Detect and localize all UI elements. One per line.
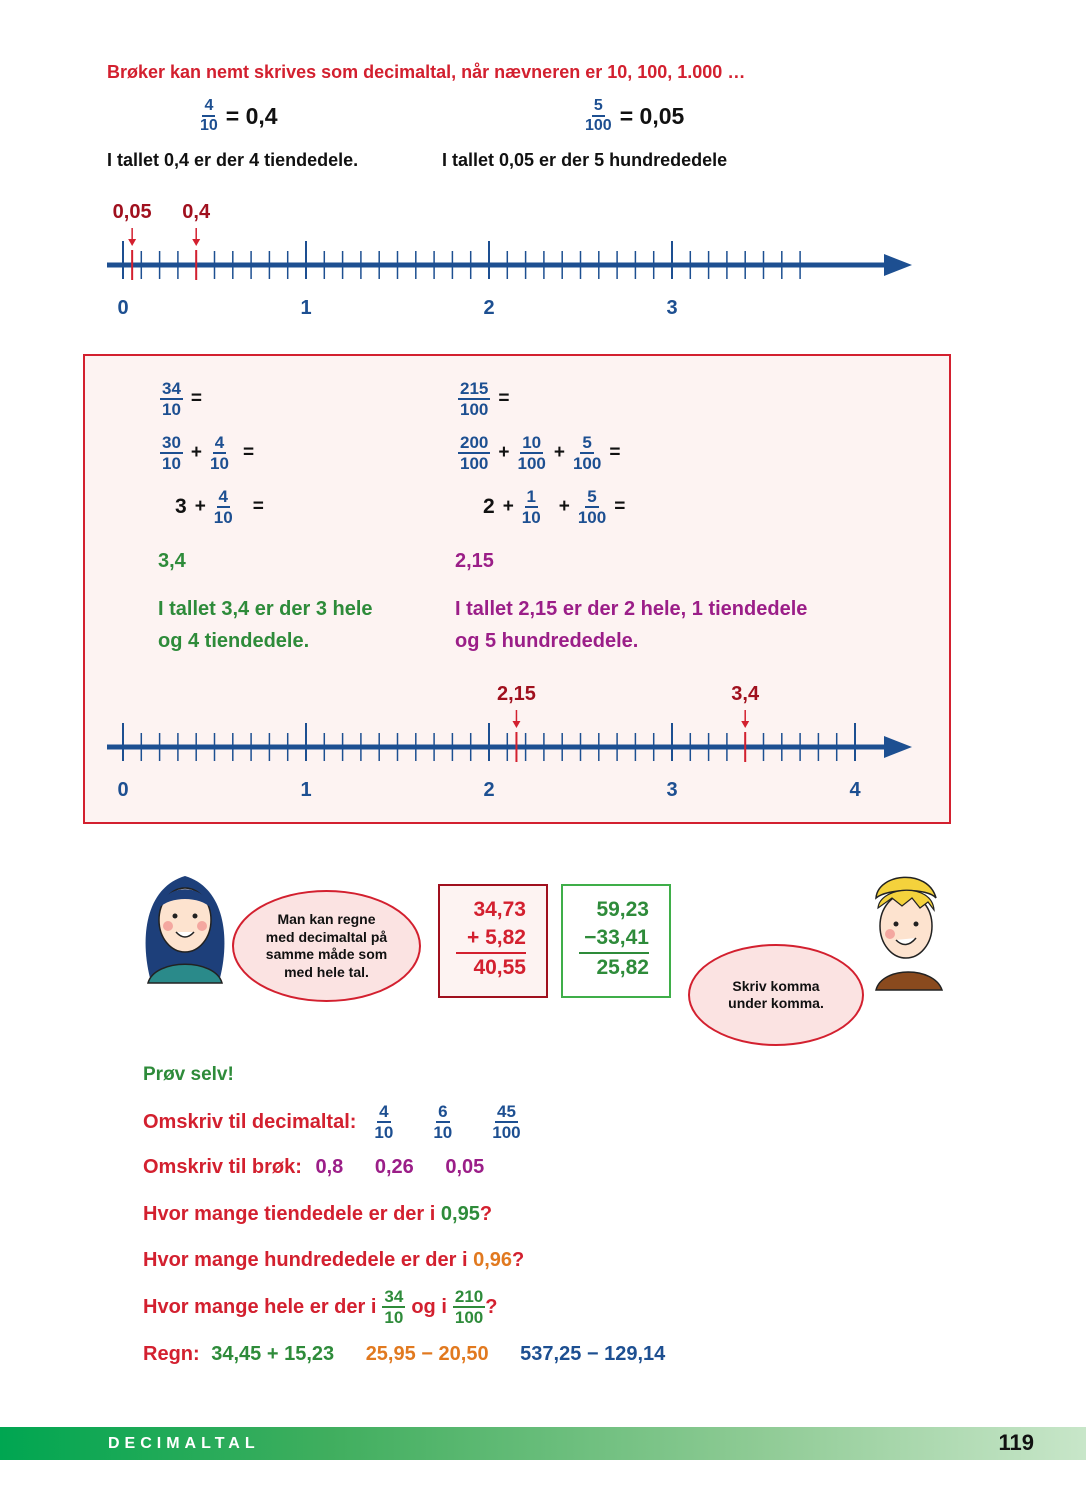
- exercise-5: [143, 1288, 497, 1326]
- numerator: 4: [218, 487, 228, 506]
- denominator: 100: [492, 1123, 521, 1142]
- whole-number: 2: [483, 495, 495, 518]
- denominator: 100: [454, 1308, 484, 1327]
- fraction-45-100: [492, 1103, 520, 1141]
- addend-1: 34,73: [473, 898, 526, 921]
- number-line-1-arrowhead: [884, 254, 912, 276]
- fraction-30-10: [160, 434, 183, 472]
- axis-label: 1: [300, 779, 312, 801]
- girl-illustration: [140, 868, 230, 988]
- numerator: 30: [162, 433, 181, 452]
- right-row-1: [458, 380, 509, 418]
- exercise-1: [143, 1103, 521, 1141]
- denominator: 100: [517, 454, 546, 473]
- bubble-line: med hele tal.: [284, 963, 369, 980]
- equals-sign: =: [190, 388, 203, 409]
- equals-sign: =: [252, 496, 264, 517]
- numerator: 5: [587, 487, 597, 506]
- number-line-1-labels: [117, 297, 677, 319]
- plus-sign: +: [194, 496, 206, 517]
- subtrahend: −33,41: [584, 926, 649, 949]
- denominator: 10: [213, 508, 233, 527]
- number-line-1-ticks: [123, 241, 800, 279]
- equals-sign: =: [614, 496, 626, 517]
- axis-label: 3: [666, 297, 678, 319]
- exercise-6-difference-2: 537,25 − 129,14: [520, 1343, 666, 1365]
- marker-arrow-head: [741, 721, 749, 728]
- marker-arrow-head: [128, 239, 136, 246]
- denominator: 10: [162, 400, 181, 419]
- addend-2: + 5,82: [467, 926, 526, 949]
- exercise-2-text: Omskriv til brøk:: [143, 1156, 302, 1178]
- page-number: 119: [998, 1430, 1034, 1455]
- exercise-3: [143, 1203, 492, 1226]
- right-text-line-2: og 5 hundrededele.: [455, 630, 639, 652]
- numerator: 34: [162, 379, 181, 398]
- left-row-3: [175, 488, 264, 526]
- numerator: 215: [460, 379, 489, 398]
- footer-bar: [0, 1427, 1086, 1460]
- fraction-5-100: [585, 98, 612, 134]
- numerator: 5: [582, 433, 592, 452]
- left-text-line-1: I tallet 3,4 er der 3 hele: [158, 598, 373, 620]
- bubble-line: Man kan regne: [277, 911, 376, 927]
- exercise-2: [143, 1156, 484, 1179]
- numerator: 200: [460, 433, 489, 452]
- bubble-line: under komma.: [728, 995, 824, 1011]
- intro-heading: Brøker kan nemt skrives som decimaltal, når nævneren er 10, 100, 1.000 …: [107, 62, 746, 82]
- intro-example-1: [200, 98, 278, 134]
- denominator: 10: [374, 1123, 394, 1142]
- plus-sign: +: [498, 442, 510, 463]
- denominator: 10: [433, 1123, 453, 1142]
- numerator: 6: [438, 1102, 448, 1121]
- fraction-4-10: [200, 98, 218, 134]
- fraction-5-100: [573, 434, 601, 472]
- denominator: 100: [460, 400, 489, 419]
- numerator: 1: [526, 487, 536, 506]
- marker-arrow-head: [512, 721, 520, 728]
- right-result: 2,15: [455, 550, 494, 572]
- intro-text-2: I tallet 0,05 er der 5 hundrededele: [442, 150, 728, 170]
- bubble-line: samme måde som: [265, 946, 388, 962]
- exercise-2-value: 0,26: [374, 1156, 414, 1178]
- numerator: 4: [214, 433, 225, 452]
- question-mark: ?: [485, 1295, 498, 1318]
- numerator: 10: [522, 433, 542, 452]
- left-result: 3,4: [158, 550, 186, 572]
- denominator: 10: [200, 117, 218, 134]
- exercise-6-difference-1: 25,95 − 20,50: [365, 1343, 489, 1365]
- exercise-4-text: Hvor mange hundrededele er der i: [143, 1249, 468, 1271]
- number-line-2-markers: [497, 683, 760, 762]
- denominator: 100: [460, 454, 489, 473]
- question-mark: ?: [479, 1203, 493, 1225]
- numerator: 210: [454, 1287, 484, 1306]
- plus-sign: +: [553, 442, 565, 463]
- intro-example-1-result: = 0,4: [225, 102, 278, 129]
- fraction-10-100: [517, 434, 545, 472]
- plus-sign: +: [190, 442, 203, 463]
- numerator: 5: [592, 98, 605, 117]
- fraction-6-10: [433, 1103, 452, 1141]
- bubble-line: med decimaltal på: [265, 928, 388, 945]
- exercise-3-value: 0,95: [440, 1203, 480, 1225]
- denominator: 100: [572, 454, 602, 473]
- intro-example-2: [585, 98, 684, 134]
- axis-label: 1: [300, 297, 312, 319]
- numerator: 45: [496, 1102, 516, 1121]
- axis-label: 3: [666, 779, 678, 801]
- left-row-2: [160, 434, 254, 472]
- subtraction-example: [561, 884, 671, 998]
- number-line-1-markers: [113, 201, 211, 280]
- right-row-3: [483, 488, 625, 526]
- equals-sign: =: [242, 442, 255, 463]
- exercise-1-text: Omskriv til decimaltal:: [143, 1110, 357, 1133]
- plus-sign: +: [502, 496, 514, 517]
- marker-label: 0,05: [112, 201, 152, 223]
- fraction-5-100: [578, 488, 606, 526]
- exercise-6: [143, 1343, 665, 1366]
- left-row-1: [160, 380, 202, 418]
- fraction-1-10: [522, 488, 541, 526]
- number-line-2: [0, 672, 1086, 807]
- marker-label: 3,4: [731, 683, 760, 705]
- number-line-2-labels: [117, 779, 861, 801]
- left-text-line-2: og 4 tiendedele.: [158, 630, 310, 652]
- marker-arrow-head: [192, 239, 200, 246]
- numerator: 4: [379, 1102, 389, 1121]
- fraction-210-100: [453, 1288, 485, 1326]
- difference-result: 25,82: [579, 952, 649, 982]
- plus-sign: +: [558, 496, 570, 517]
- number-line-2-arrowhead: [884, 736, 912, 758]
- equals-sign: =: [498, 388, 510, 409]
- fraction-4-10: [214, 488, 233, 526]
- bubble-line: Skriv komma: [732, 977, 820, 994]
- axis-label: 2: [483, 779, 495, 801]
- exercise-5-text: Hvor mange hele er der i: [143, 1295, 377, 1318]
- fraction-200-100: [458, 434, 490, 472]
- exercise-2-value: 0,05: [445, 1156, 485, 1178]
- exercise-6-sum: 34,45 + 15,23: [211, 1343, 335, 1365]
- marker-label: 2,15: [496, 683, 536, 705]
- fraction-34-10: [160, 380, 183, 418]
- right-text-line-1: I tallet 2,15 er der 2 hele, 1 tiendedele: [455, 598, 808, 620]
- denominator: 10: [162, 454, 181, 473]
- intro-text-1: I tallet 0,4 er der 4 tiendedele.: [107, 150, 359, 170]
- axis-label: 0: [117, 779, 129, 801]
- axis-label: 0: [117, 297, 129, 319]
- denominator: 10: [384, 1308, 404, 1327]
- axis-label: 2: [483, 297, 495, 319]
- equals-sign: =: [609, 442, 621, 463]
- fraction-4-10: [374, 1103, 393, 1141]
- girl-speech-bubble: [232, 890, 421, 1002]
- right-row-2: [458, 434, 620, 472]
- sum-result: 40,55: [456, 952, 526, 982]
- fraction-34-10: [382, 1288, 405, 1326]
- exercise-4: [143, 1249, 524, 1272]
- boy-speech-bubble: [688, 944, 864, 1046]
- numerator: 4: [202, 98, 215, 117]
- marker-label: 0,4: [182, 201, 211, 223]
- denominator: 10: [521, 508, 541, 527]
- exercise-6-text: Regn:: [143, 1343, 200, 1365]
- addition-example: [438, 884, 548, 998]
- footer-section-title: DECIMALTAL: [108, 1435, 260, 1452]
- exercise-5-mid-text: og i: [411, 1295, 447, 1318]
- numerator: 34: [384, 1287, 404, 1306]
- number-line-1: [0, 190, 1086, 325]
- denominator: 100: [585, 117, 612, 134]
- minuend: 59,23: [596, 898, 649, 921]
- exercises-title: Prøv selv!: [143, 1064, 234, 1085]
- question-mark: ?: [512, 1249, 525, 1271]
- exercise-2-value: 0,8: [315, 1156, 344, 1178]
- boy-illustration: [858, 868, 948, 993]
- axis-label: 4: [849, 779, 861, 801]
- denominator: 10: [210, 454, 229, 473]
- exercise-4-value: 0,96: [473, 1249, 513, 1271]
- exercise-3-text: Hvor mange tiendedele er der i: [143, 1203, 436, 1225]
- fraction-4-10: [210, 434, 229, 472]
- denominator: 100: [577, 508, 607, 527]
- fraction-215-100: [458, 380, 490, 418]
- intro-example-2-result: = 0,05: [619, 102, 685, 129]
- whole-number: 3: [175, 495, 187, 518]
